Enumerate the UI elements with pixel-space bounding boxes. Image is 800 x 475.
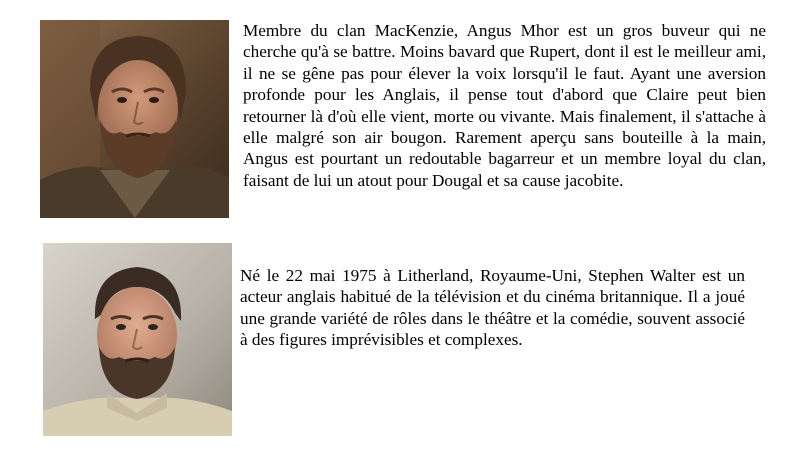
actor-biography: Né le 22 mai 1975 à Litherland, Royaume-Uni, Stephen Walter est un acteur anglais habitué de la télévision et du cinéma britannique. Il a joué une grande variété de rôles dans le théâtre et la comédie, souvent associé à des figures imprévisibles et complexes. <box>240 266 745 350</box>
actor-portrait <box>43 243 232 436</box>
character-biography: Membre du clan MacKenzie, Angus Mhor est un gros buveur qui ne cherche qu'à se battre. Moins bavard que Rupert, dont il est le meilleur ami, il ne se gêne pas pour élever la voix lorsqu'il le faut. Ayant une aversion profonde pour les Anglais, il pense tout d'abord que Claire peut bien retourner là d'où elle vient, morte ou vivante. Mais finalement, il s'attache à elle malgré son air bougon. Rarement aperçu sans bouteille à la main, Angus est pourtant un redoutable bagarreur et un membre loyal du clan, faisant de lui un atout pour Dougal et sa cause jacobite. <box>243 21 766 190</box>
character-photo <box>40 20 229 218</box>
actor-photo <box>43 243 232 436</box>
character-portrait <box>40 20 229 218</box>
